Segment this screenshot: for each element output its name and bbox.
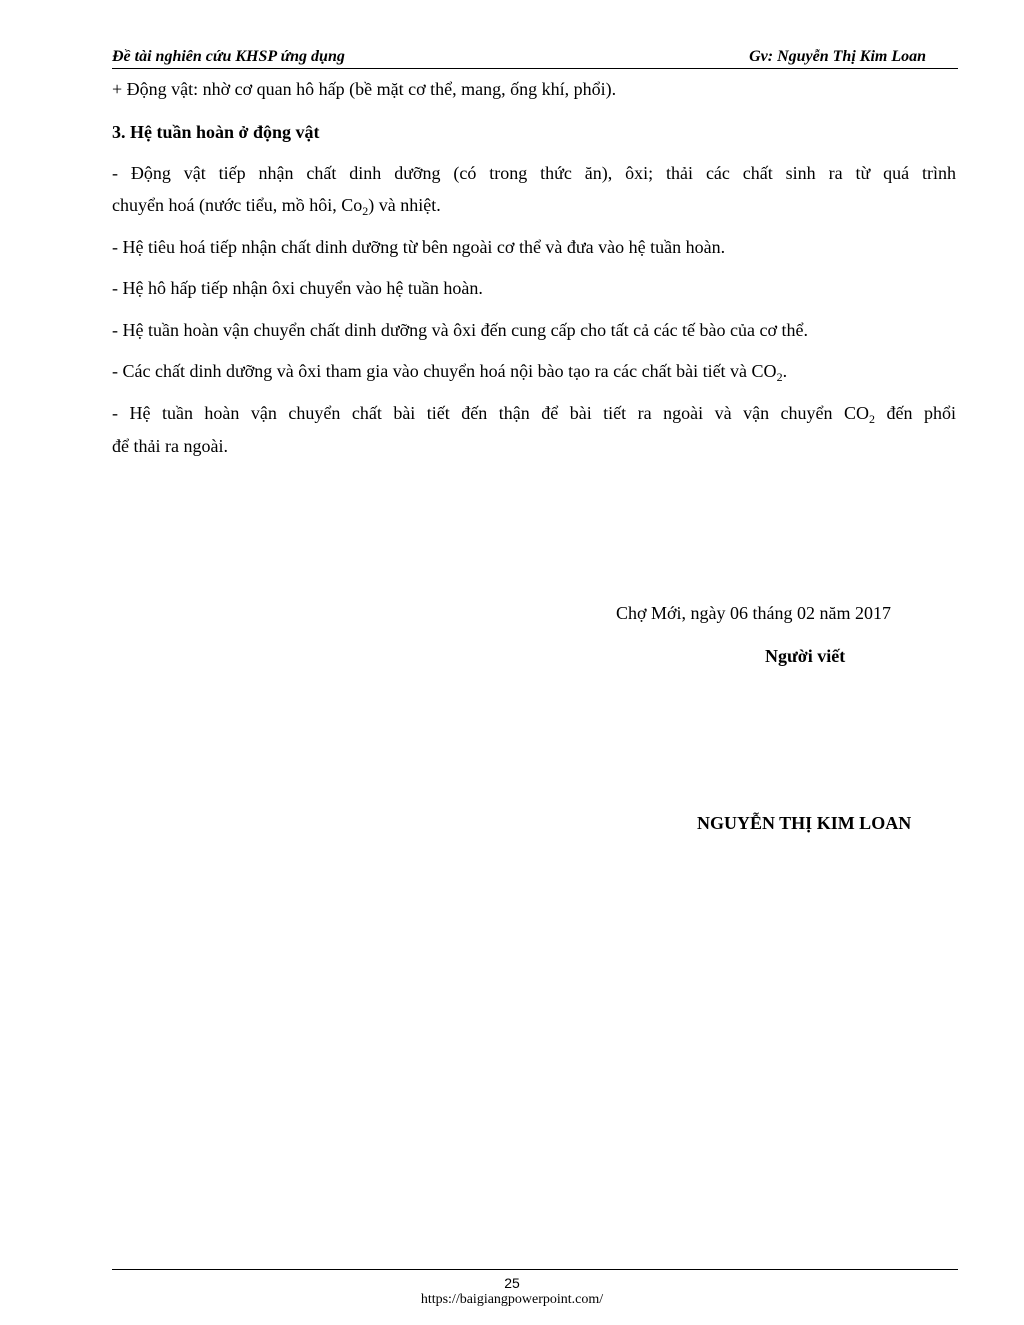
subscript-2: 2: [362, 204, 369, 218]
footer-url: https://baigiangpowerpoint.com/: [420, 1292, 604, 1307]
paragraph-4: - Hệ tuần hoàn vận chuyển chất dinh dưỡng và ôxi đến cung cấp cho tất cả các tế bào của cơ thể.: [112, 320, 809, 340]
signature-name: NGUYỄN THỊ KIM LOAN: [697, 813, 912, 833]
section-heading: 3. Hệ tuần hoàn ở động vật: [112, 122, 320, 142]
paragraph-6-text: - Hệ tuần hoàn vận chuyển chất bài tiết đến thận để bài tiết ra ngoài và vận chuyển CO: [112, 403, 870, 423]
paragraph-5-end: .: [782, 361, 788, 381]
paragraph-6-line-1: [112, 401, 956, 425]
paragraph-5: [112, 359, 956, 383]
paragraph-animal-respiration: + Động vật: nhờ cơ quan hô hấp (bề mặt cơ thể, mang, ống khí, phổi).: [112, 79, 617, 99]
paragraph-1-line-2-end: ) và nhiệt.: [368, 195, 441, 215]
subscript-2: 2: [776, 370, 783, 384]
paragraph-1-line-2-text: chuyển hoá (nước tiểu, mồ hôi, Co: [112, 195, 363, 215]
page-number: 25: [504, 1275, 520, 1291]
paragraph-2: - Hệ tiêu hoá tiếp nhận chất dinh dưỡng từ bên ngoài cơ thể và đưa vào hệ tuần hoàn.: [112, 237, 726, 257]
page-header: [112, 46, 958, 69]
paragraph-1-line-1: - Động vật tiếp nhận chất dinh dưỡng (có trong thức ăn), ôxi; thải các chất sinh ra từ quá trình: [112, 163, 956, 183]
header-author: Gv: Nguyễn Thị Kim Loan: [749, 48, 926, 65]
subscript-2: 2: [869, 412, 876, 426]
signature-place-date: Chợ Mới, ngày 06 tháng 02 năm 2017: [616, 603, 892, 623]
paragraph-3: - Hệ hô hấp tiếp nhận ôxi chuyển vào hệ tuần hoàn.: [112, 278, 483, 298]
paragraph-1-line-2: [112, 193, 956, 217]
paragraph-6-line-2: để thải ra ngoài.: [112, 436, 228, 456]
signature-role: Người viết: [765, 646, 846, 666]
footer-divider: [112, 1269, 958, 1270]
paragraph-6-end: đến phổi: [875, 403, 956, 423]
header-title: Đề tài nghiên cứu KHSP ứng dụng: [112, 48, 345, 65]
paragraph-5-text: - Các chất dinh dưỡng và ôxi tham gia vào chuyển hoá nội bào tạo ra các chất bài tiết và CO: [112, 361, 777, 381]
